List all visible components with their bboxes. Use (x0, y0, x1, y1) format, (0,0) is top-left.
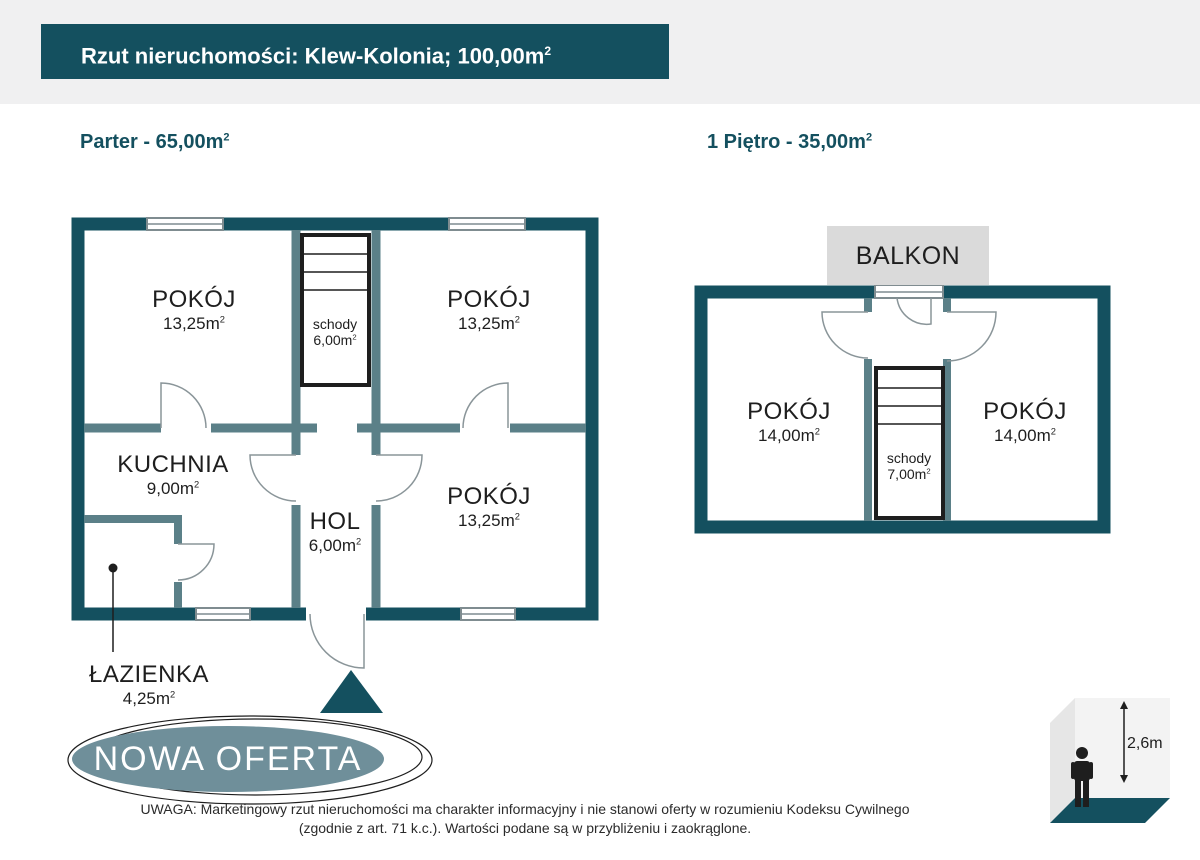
entrance-arrow (320, 670, 383, 713)
room-se-name: POKÓJ (447, 483, 531, 510)
ground-floor-title-text: Parter - 65,00m (80, 131, 224, 153)
door-swing-kitchen (250, 455, 296, 501)
ground-floor-title-sup: 2 (223, 131, 230, 144)
door-swing-east (947, 312, 996, 361)
door-opening-se (370, 455, 382, 505)
room-west-name: POKÓJ (747, 398, 831, 425)
kitchen-label (98, 451, 248, 498)
room-west-label (719, 398, 859, 445)
first-floor-title-text: 1 Piętro - 35,00m (707, 131, 866, 153)
door-swing-se (376, 455, 422, 501)
door-opening-kitchen (290, 455, 302, 505)
ceiling-height-icon (1045, 693, 1180, 833)
room-ne-area: $13,25m^2$ (458, 313, 520, 333)
disclaimer (60, 800, 990, 838)
first-floor-title-sup: 2 (865, 131, 873, 144)
disclaimer-line-1: UWAGA: Marketingowy rzut nieruchomości ma charakter informacyjny i nie stanowi oferty w rozumieniu Kodeksu Cywilnego (140, 801, 910, 817)
room-east-name: POKÓJ (983, 398, 1067, 425)
bathroom-name: ŁAZIENKA (88, 661, 210, 688)
room-east-label (955, 398, 1095, 445)
room-west-area: $14,00m^2$ (758, 425, 820, 445)
hall-name: HOL (309, 508, 361, 535)
page-title-sup: 2 (544, 44, 552, 58)
room-se-area: $13,25m^2$ (458, 510, 520, 530)
upper-stairs-label (874, 450, 944, 482)
page-title-text: Rzut nieruchomości: Klew-Kolonia; 100,00m (81, 43, 545, 69)
room-nw-name: POKÓJ (152, 286, 236, 313)
room-ne-label (419, 286, 559, 333)
room-east-area: $14,00m^2$ (994, 425, 1056, 445)
new-offer-badge: NOWA OFERTA (72, 726, 384, 792)
room-nw-label (124, 286, 264, 333)
kitchen-area: $9,00m^2$ (146, 478, 200, 498)
door-opening-ne (460, 422, 510, 434)
door-opening-nw (161, 422, 211, 434)
ground-stairs (302, 235, 369, 385)
door-opening-bathroom (172, 544, 184, 582)
upper-stairs-name: schody (886, 450, 932, 466)
ground-stairs-label (300, 316, 370, 348)
room-se-label (419, 483, 559, 530)
door-opening-east (941, 312, 953, 359)
ceiling-height-label: 2,6m (1127, 735, 1163, 752)
hall-area: $6,00m^2$ (308, 535, 362, 555)
entrance-opening (306, 606, 366, 622)
entrance-door-swing (310, 614, 364, 668)
balcony-door-swing (897, 298, 931, 324)
door-swing-ne (463, 383, 508, 428)
hall-label (290, 508, 380, 555)
ground-stairs-area: $6,00m^2$ (313, 332, 357, 349)
door-swing-nw (161, 383, 206, 428)
balcony-label: BALKON (827, 226, 989, 285)
ground-stairs-name: schody (312, 316, 358, 332)
room-nw-area: $13,25m^2$ (163, 313, 225, 333)
bathroom-area: $4,25m^2$ (122, 688, 176, 708)
disclaimer-line-2: (zgodnie z art. 71 k.c.). Wartości podane są w przybliżeniu i zaokrąglone. (298, 820, 752, 836)
door-opening-west (862, 312, 874, 359)
kitchen-name: KUCHNIA (117, 451, 229, 478)
bathroom-label (74, 661, 224, 708)
upper-stairs (876, 368, 943, 518)
room-ne-name: POKÓJ (447, 286, 531, 313)
upper-stairs-area: $7,00m^2$ (887, 466, 931, 483)
door-swing-west (822, 312, 868, 358)
